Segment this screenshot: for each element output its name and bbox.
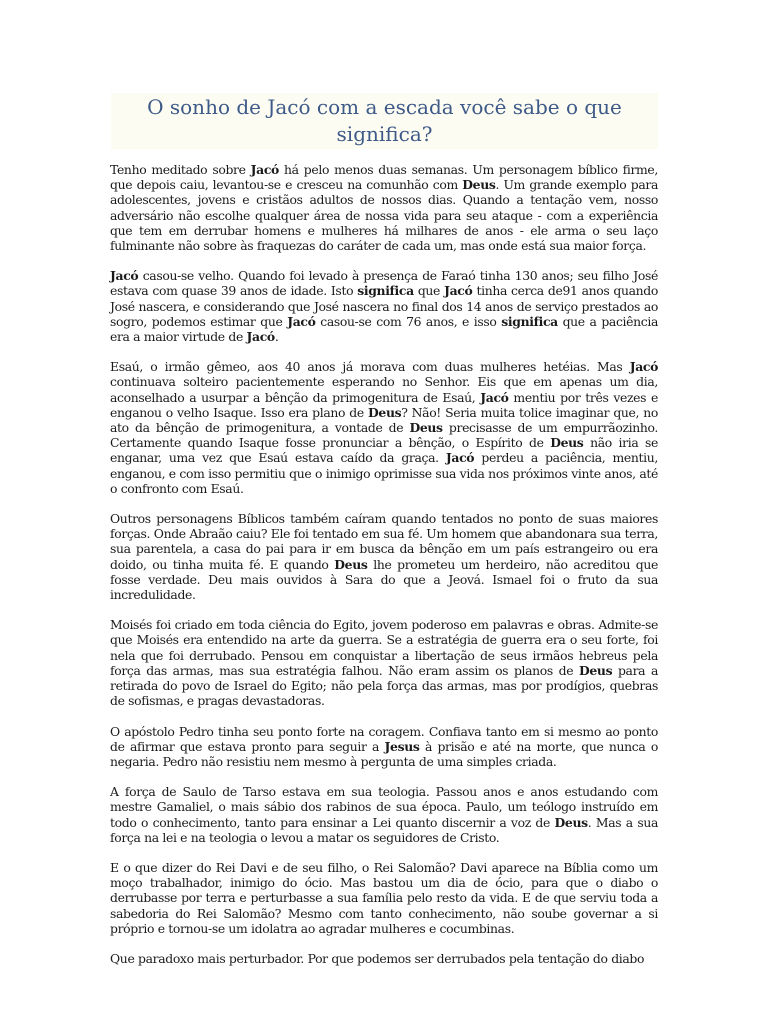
paragraph bbox=[110, 784, 658, 845]
emphasis-text: significa bbox=[357, 283, 414, 299]
paragraph bbox=[110, 951, 658, 966]
text-run: Que paradoxo mais perturbador. Por que podemos ser derrubados pela tentação do diabo bbox=[110, 950, 645, 966]
text-run: Tenho meditado sobre bbox=[110, 162, 251, 177]
article-body bbox=[110, 162, 658, 966]
emphasis-text: Jacó bbox=[110, 268, 139, 284]
emphasis-text: Deus bbox=[368, 404, 402, 420]
text-run: mentiu por três vezes e enganou o velho Isaque. Isso era plano de bbox=[110, 389, 659, 420]
emphasis-text: Jacó bbox=[250, 162, 279, 177]
paragraph bbox=[110, 359, 658, 496]
paragraph bbox=[110, 162, 658, 253]
text-run: lhe prometeu um herdeiro, não acreditou que fosse verdade. Deu mais ouvidos à Sara do que a Jeová. Ismael foi o fruto da sua incredulidade. bbox=[110, 556, 658, 603]
emphasis-text: significa bbox=[501, 313, 558, 329]
text-run: A força de Saulo de Tarso estava em sua teologia. Passou anos e anos estudando com mestre Gamaliel, o mais sábio dos rabinos de sua época. Paulo, um teólogo instruído em todo o conhecimento, tanto para ensinar a Lei quanto discernir a voz de bbox=[110, 784, 658, 830]
text-run: ? Não! Seria muita tolice imaginar que, no ato da bênção de primogenitura, a vontade de bbox=[110, 404, 658, 436]
paragraph bbox=[110, 511, 658, 602]
emphasis-text: Deus bbox=[334, 556, 368, 572]
text-run: continuava solteiro pacientemente esperando no Senhor. Eis que em apenas um dia, aconselhado a usurpar a bênção da primogenitura de Esaú, bbox=[110, 374, 658, 405]
text-run: que a paciência era a maior virtude de bbox=[110, 313, 659, 345]
emphasis-text: Deus bbox=[579, 662, 613, 678]
text-run: há pelo menos duas semanas. Um personagem bíblico firme, que depois caiu, levantou-se e cresceu na comunhão com bbox=[110, 162, 658, 193]
emphasis-text: Jacó bbox=[287, 313, 316, 329]
title-box bbox=[111, 93, 658, 149]
emphasis-text: Deus bbox=[462, 177, 496, 193]
text-run: O apóstolo Pedro tinha seu ponto forte na coragem. Confiava tanto em si mesmo ao ponto de afirmar que estava pronto para seguir a bbox=[110, 723, 658, 754]
text-run: . Mas a sua força na lei e na teologia o levou a matar os seguidores de Cristo. bbox=[110, 814, 659, 845]
text-run: não iria se enganar, uma vez que Esaú estava caído da graça. bbox=[110, 435, 658, 466]
emphasis-text: Deus bbox=[554, 814, 588, 830]
text-run: que bbox=[413, 283, 445, 299]
paragraph bbox=[110, 860, 658, 936]
text-run: para a retirada do povo de Israel do Egito; não pela força das armas, mas por prodígios, quebras de sofismas, e pragas devastadoras. bbox=[110, 662, 658, 709]
text-run: . Um grande exemplo para adolescentes, jovens e cristãos adultos de nossos dias. Quando a tentação vem, nosso adversário não escolhe qualquer área de nossa vida para seu ataque - com a experiência que tem em derrubar homens e mulheres há milhares de anos - ele arma o seu laço fulminante não sobre às fraquezas do caráter de cada um, mas onde está sua maior força. bbox=[110, 177, 658, 254]
text-run: à prisão e até na morte, que nunca o negaria. Pedro não resistiu nem mesmo à pergunta de uma simples criada. bbox=[110, 738, 658, 769]
paragraph bbox=[110, 724, 658, 770]
text-run: Esaú, o irmão gêmeo, aos 40 anos já morava com duas mulheres hetéias. Mas bbox=[110, 359, 630, 375]
paragraph bbox=[110, 268, 658, 344]
emphasis-text: Jacó bbox=[480, 389, 509, 405]
emphasis-text: Deus bbox=[409, 420, 443, 436]
emphasis-text: Jacó bbox=[445, 450, 475, 466]
paragraph bbox=[110, 617, 658, 708]
emphasis-text: Deus bbox=[550, 435, 584, 451]
text-run: tinha cerca de91 anos quando José nascera, e considerando que José nascera no final dos 14 anos de serviço prestados ao sogro, podemos estimar que bbox=[110, 283, 658, 329]
emphasis-text: Jacó bbox=[444, 283, 473, 299]
text-run: casou-se velho. Quando foi levado à presença de Faraó tinha 130 anos; seu filho José estava com quase 39 anos de idade. Isto bbox=[110, 268, 658, 299]
text-run: perdeu a paciência, mentiu, enganou, e com isso permitiu que o inimigo oprimisse sua vida nos próximos vinte anos, até o confronto com Esaú. bbox=[110, 450, 658, 496]
text-run: Moisés foi criado em toda ciência do Egito, jovem poderoso em palavras e obras. Admite-se que Moisés era entendido na arte da guerra. Se a estratégia de guerra era o seu forte, foi nela que foi derrubado. Pensou em conquistar a libertação de seus irmãos hebreus pela força das armas, mas sua estratégia falhou. Não eram assim os planos de bbox=[110, 617, 658, 678]
text-run: Outros personagens Bíblicos também caíram quando tentados no ponto de suas maiores forças. Onde Abraão caiu? Ele foi tentado em sua fé. Um homem que abandonara sua terra, sua parentela, a casa do pai para ir em busca da bênção em um país estrangeiro ou era doido, ou tinha muita fé. E quando bbox=[110, 511, 658, 572]
page-title: O sonho de Jacó com a escada você sabe o que significa? bbox=[147, 95, 622, 146]
text-run: casou-se com 76 anos, e isso bbox=[315, 313, 502, 329]
emphasis-text: Jacó bbox=[246, 329, 275, 345]
text-run: . bbox=[274, 329, 279, 345]
emphasis-text: Jesus bbox=[384, 738, 420, 754]
text-run: E o que dizer do Rei Davi e de seu filho, o Rei Salomão? Davi aparece na Bíblia como um moço trabalhador, inimigo do ócio. Mas bastou um dia de ócio, para que o diabo o derrubasse por terra e perturbasse a sua família pelo resto da vida. E de que serviu toda a sabedoria do Rei Salomão? Mesmo com tanto conhecimento, não soube governar a si próprio e tornou-se um idolatra ao agradar mulheres e cocumbinas. bbox=[110, 859, 658, 936]
text-run: precisasse de um empurrãozinho. Certamente quando Isaque fosse pronunciar a bênção, o Espírito de bbox=[110, 420, 658, 451]
emphasis-text: Jacó bbox=[629, 359, 658, 375]
